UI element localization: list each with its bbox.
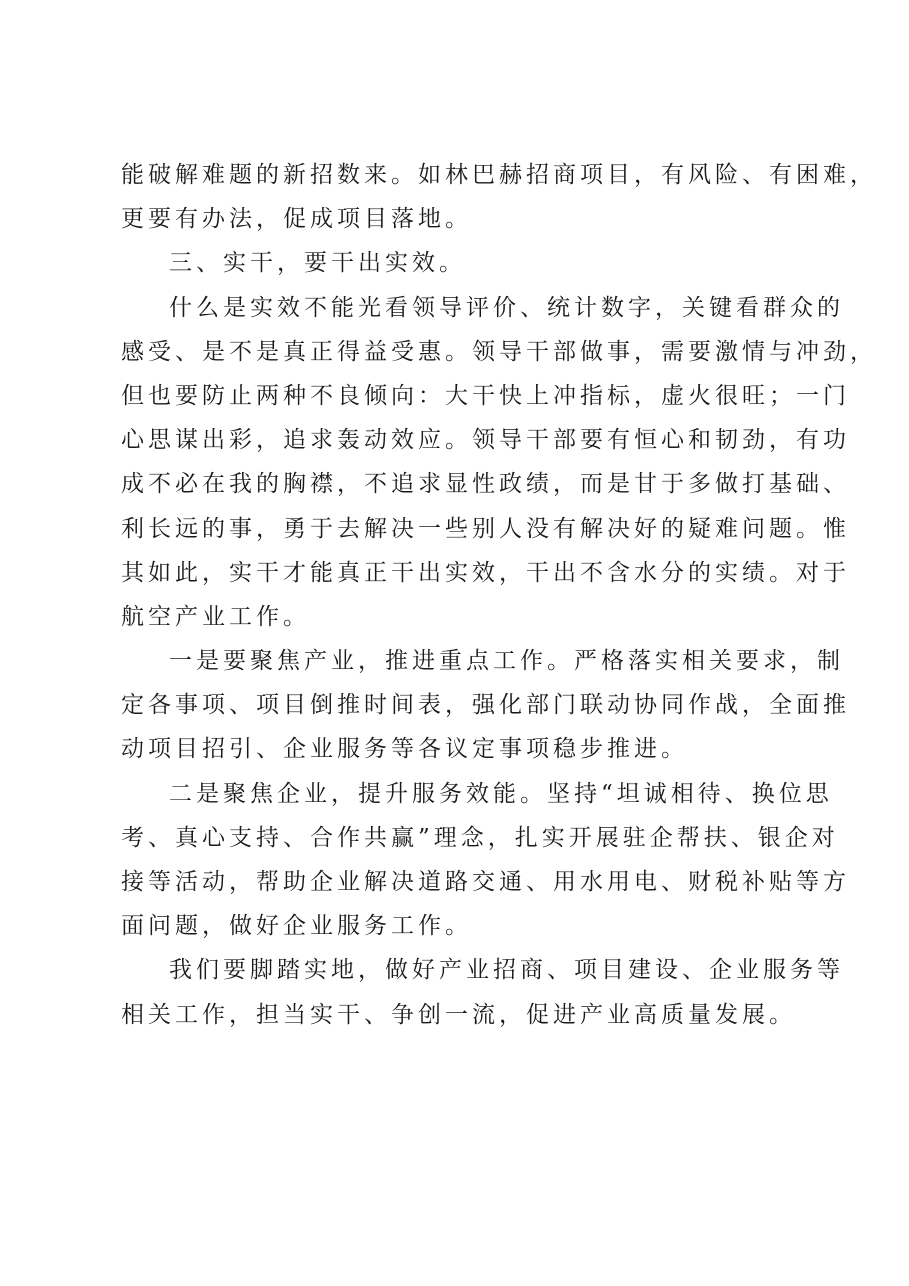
text-line: 更要有办法，促成项目落地。: [121, 206, 472, 233]
text-line: 一是要聚焦产业，推进重点工作。严格落实相关要求，制: [169, 648, 844, 675]
text-line: 考、真心支持、合作共赢”理念，扎实开展驻企帮扶、银企对: [121, 824, 839, 851]
text-line: 能破解难题的新招数来。如林巴赫招商项目，有风险、有困难，: [121, 162, 877, 188]
text-line: 三、实干，要干出实效。: [169, 250, 466, 277]
text-line: 航空产业工作。: [121, 603, 310, 630]
text-line: 其如此，实干才能真正干出实效，干出不含水分的实绩。对于: [121, 559, 850, 586]
document-text: [121, 153, 877, 1037]
text-line: 相关工作，担当实干、争创一流，促进产业高质量发展。: [121, 1001, 796, 1028]
text-line: 接等活动，帮助企业解决道路交通、用水用电、财税补贴等方: [121, 869, 850, 895]
text-line: 利长远的事，勇于去解决一些别人没有解决好的疑难问题。惟: [121, 515, 850, 542]
text-line: 但也要防止两种不良倾向：大干快上冲指标，虚火很旺；一门: [121, 382, 850, 409]
text-line: 二是聚焦企业，提升服务效能。坚持“坦诚相待、换位思: [169, 780, 833, 807]
text-line: 我们要脚踏实地，做好产业招商、项目建设、企业服务等: [169, 957, 844, 984]
text-line: 面问题，做好企业服务工作。: [121, 913, 472, 940]
text-line: 什么是实效不能光看领导评价、统计数字，关键看群众的: [169, 294, 844, 321]
text-line: 成不必在我的胸襟，不追求显性政绩，而是甘于多做打基础、: [121, 471, 850, 498]
text-line: 心思谋出彩，追求轰动效应。领导干部要有恒心和韧劲，有功: [121, 427, 850, 454]
text-line: 定各事项、项目倒推时间表，强化部门联动协同作战，全面推: [121, 692, 850, 719]
text-line: 动项目招引、企业服务等各议定事项稳步推进。: [121, 736, 688, 763]
text-line: 感受、是不是真正得益受惠。领导干部做事，需要激情与冲劲，: [121, 338, 877, 365]
